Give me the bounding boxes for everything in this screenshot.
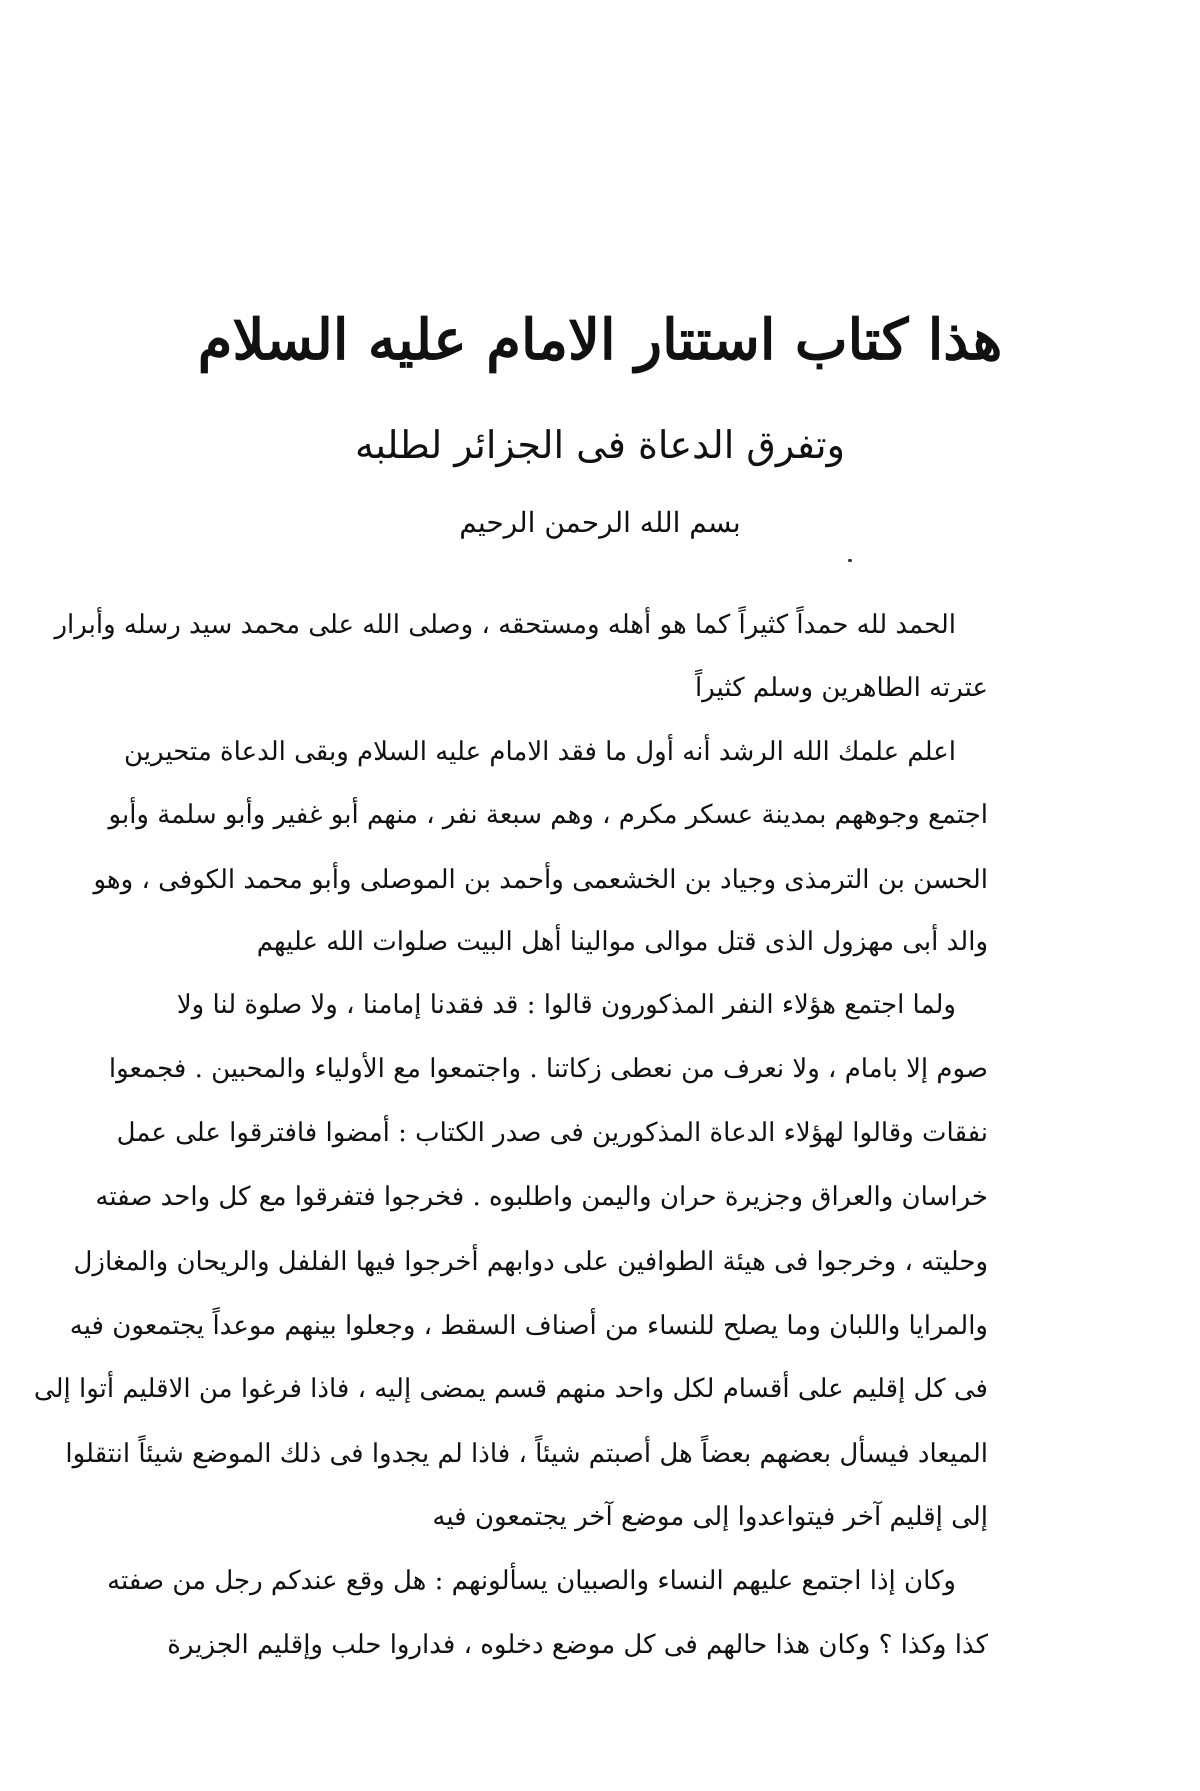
text-line: الميعاد فيسأل بعضهم بعضاً هل أصبتم شيئاً ، فاذا لم يجدوا فى ذلك الموضع شيئاً انتقلوا <box>65 1439 988 1469</box>
basmala-heading: بسم الله الرحمن الرحيم <box>459 506 741 539</box>
text-line: اعلم علمك الله الرشد أنه أول ما فقد الامام عليه السلام وبقى الدعاة متحيرين <box>123 737 956 767</box>
text-line: اجتمع وجوههم بمدينة عسكر مكرم ، وهم سبعة نفر ، منهم أبو غفير وأبو سلمة وأبو <box>108 800 988 830</box>
text-line: عترته الطاهرين وسلم كثيراً <box>694 673 988 703</box>
text-line: كذا وكذا ؟ وكان هذا حالهم فى كل موضع دخلوه ، فداروا حلب وإقليم الجزيرة <box>167 1630 988 1660</box>
text-line: الحسن بن الترمذى وجياد بن الخشعمى وأحمد بن الموصلى وأبو محمد الكوفى ، وهو <box>93 865 988 895</box>
text-line: وكان إذا اجتمع عليهم النساء والصبيان يسألونهم : هل وقع عندكم رجل من صفته <box>107 1566 956 1596</box>
ink-speck <box>848 559 852 562</box>
text-line: نفقات وقالوا لهؤلاء الدعاة المذكورين فى صدر الكتاب : أمضوا فافترقوا على عمل <box>116 1118 988 1148</box>
text-line: الحمد لله حمداً كثيراً كما هو أهله ومستحقه ، وصلى الله على محمد سيد رسله وأبرار <box>54 610 956 640</box>
text-line: والد أبى مهزول الذى قتل موالى موالينا أهل البيت صلوات الله عليهم <box>256 927 988 957</box>
page-subtitle: وتفرق الدعاة فى الجزائر لطلبه <box>355 423 845 467</box>
text-line: صوم إلا بامام ، ولا نعرف من نعطى زكاتنا . واجتمعوا مع الأولياء والمحبين . فجمعوا <box>108 1054 988 1084</box>
page-title: هذا كتاب استتار الامام عليه السلام <box>197 307 1003 373</box>
text-line: فى كل إقليم على أقسام لكل واحد منهم قسم يمضى إليه ، فاذا فرغوا من الاقليم أتوا إلى <box>33 1374 988 1404</box>
text-line: والمرايا واللبان وما يصلح للنساء من أصناف السقط ، وجعلوا بينهم موعداً يجتمعون فيه <box>69 1311 988 1341</box>
text-line: خراسان والعراق وجزيرة حران واليمن واطلبوه . فخرجوا فتفرقوا مع كل واحد صفته <box>95 1182 988 1212</box>
text-line: وحليته ، وخرجوا فى هيئة الطوافين على دوابهم أخرجوا فيها الفلفل والريحان والمغازل <box>73 1247 988 1277</box>
text-line: إلى إقليم آخر فيتواعدوا إلى موضع آخر يجتمعون فيه <box>432 1502 988 1532</box>
text-line: ولما اجتمع هؤلاء النفر المذكورون قالوا : قد فقدنا إمامنا ، ولا صلوة لنا ولا <box>176 990 956 1020</box>
